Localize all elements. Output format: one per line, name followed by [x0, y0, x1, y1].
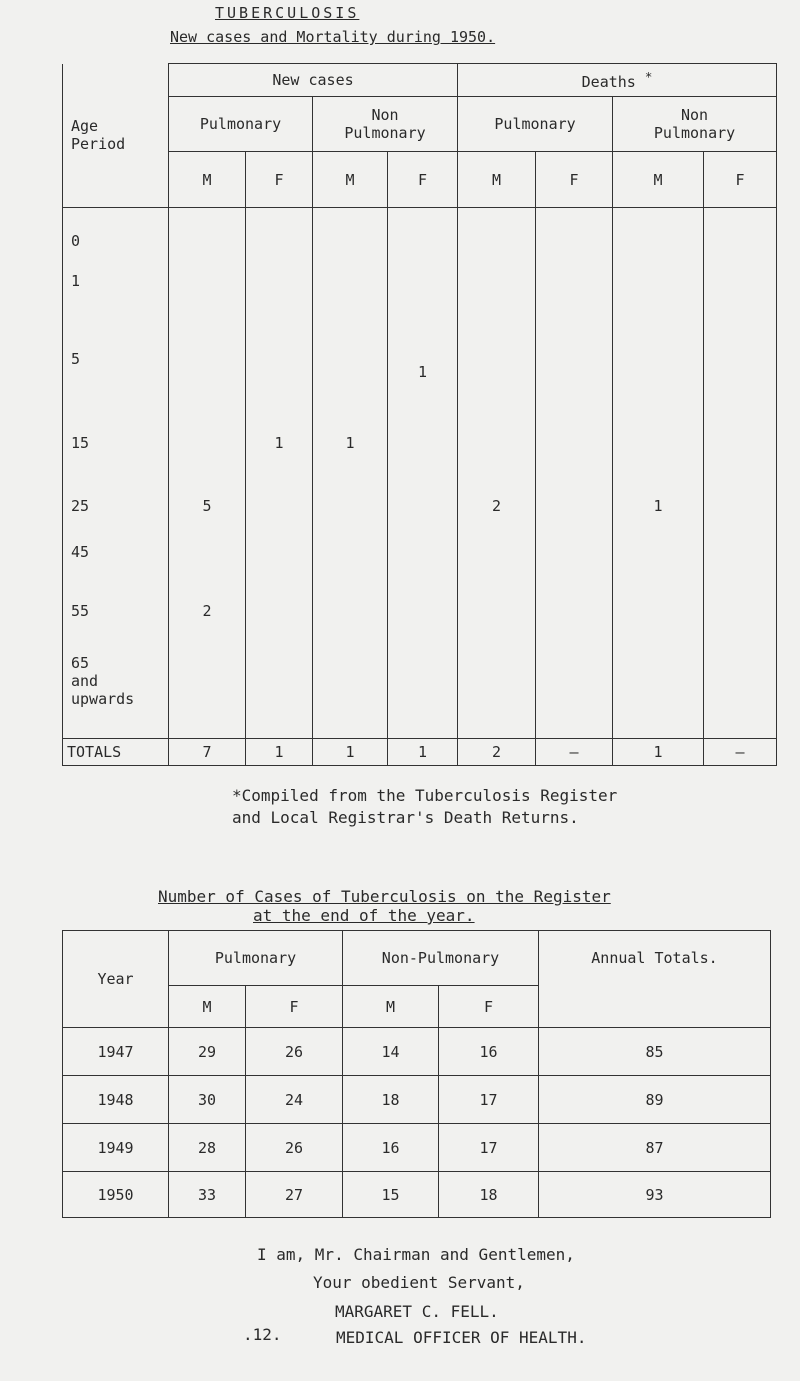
col-f: F [246, 152, 313, 208]
cell-value: 16 [343, 1124, 439, 1172]
age-45: 45 [71, 543, 90, 561]
age-and: and [71, 672, 99, 690]
register-table [62, 930, 771, 1218]
non-label: Non [371, 106, 399, 124]
new-non-pulmonary-header [313, 97, 458, 152]
cell-value: 18 [439, 1172, 539, 1218]
pulmonary-label: Pulmonary [653, 124, 736, 142]
register-table-title: Number of Cases of Tuberculosis on the Register [158, 887, 611, 906]
note-line-1: *Compiled from the Tuberculosis Register [232, 786, 618, 805]
non-pulmonary-header: Non-Pulmonary [343, 931, 539, 986]
total-cell: 1 [613, 739, 704, 766]
total-cell: 89 [539, 1076, 771, 1124]
cell-value: 24 [246, 1076, 343, 1124]
age-65: 65 [71, 654, 90, 672]
deaths-label: Deaths [581, 73, 636, 91]
page-number: .12. [243, 1325, 282, 1344]
signature-title: MEDICAL OFFICER OF HEALTH. [336, 1328, 587, 1347]
age-55: 55 [71, 602, 90, 620]
age-0: 0 [71, 232, 81, 250]
cell-value: 2 [202, 602, 212, 620]
col-f: F [439, 986, 539, 1028]
page-subtitle: New cases and Mortality during 1950. [170, 28, 496, 46]
col-m: M [343, 986, 439, 1028]
period-label: Period [71, 135, 126, 154]
cell-value: 14 [343, 1028, 439, 1076]
year-cell: 1949 [63, 1124, 169, 1172]
cell-value: 5 [202, 497, 212, 515]
deaths-non-pulmonary-header [613, 97, 777, 152]
col-m: M [169, 986, 246, 1028]
age-upwards: upwards [71, 690, 135, 708]
total-cell: 1 [313, 739, 388, 766]
signature-line-1: I am, Mr. Chairman and Gentlemen, [257, 1245, 575, 1264]
col-f: F [246, 986, 343, 1028]
new-non-pulmonary-m-column [313, 208, 388, 739]
register-table-subtitle: at the end of the year. [253, 906, 475, 925]
year-cell: 1950 [63, 1172, 169, 1218]
year-cell: 1947 [63, 1028, 169, 1076]
cell-value: 1 [418, 363, 428, 381]
cell-value: 27 [246, 1172, 343, 1218]
col-m: M [613, 152, 704, 208]
cell-value: 1 [345, 434, 355, 452]
age-period-header [63, 64, 169, 208]
signature-line-2: Your obedient Servant, [313, 1273, 525, 1292]
col-m: M [169, 152, 246, 208]
cell-value: 2 [492, 497, 502, 515]
col-f: F [388, 152, 458, 208]
col-f: F [536, 152, 613, 208]
table-row [63, 1124, 771, 1172]
total-cell: 1 [246, 739, 313, 766]
year-header: Year [63, 931, 169, 1028]
cell-value: 29 [169, 1028, 246, 1076]
total-cell: 7 [169, 739, 246, 766]
deaths-pulmonary-header: Pulmonary [458, 97, 613, 152]
pulmonary-label: Pulmonary [344, 124, 426, 142]
new-cases-mortality-table [62, 63, 777, 766]
deaths-pulmonary-m-column [458, 208, 536, 739]
cell-value: 1 [653, 497, 663, 515]
age-1: 1 [71, 272, 81, 290]
deaths-non-pulmonary-f-column [704, 208, 777, 739]
col-m: M [458, 152, 536, 208]
pulmonary-header: Pulmonary [169, 931, 343, 986]
cell-value: 30 [169, 1076, 246, 1124]
new-non-pulmonary-f-column [388, 208, 458, 739]
age-5: 5 [71, 350, 81, 368]
note-line-2: and Local Registrar's Death Returns. [232, 808, 579, 827]
new-pulmonary-f-column [246, 208, 313, 739]
cell-value: 1 [274, 434, 284, 452]
new-pulmonary-header: Pulmonary [169, 97, 313, 152]
signature-name: MARGARET C. FELL. [335, 1302, 499, 1321]
table-row [63, 1172, 771, 1218]
cell-value: 17 [439, 1076, 539, 1124]
cell-value: 33 [169, 1172, 246, 1218]
total-cell: – [536, 739, 613, 766]
compiled-note [232, 785, 617, 829]
total-cell: – [704, 739, 777, 766]
age-label: Age [71, 117, 99, 136]
cell-value: 17 [439, 1124, 539, 1172]
total-cell: 2 [458, 739, 536, 766]
table-row [63, 1028, 771, 1076]
total-cell: 1 [388, 739, 458, 766]
col-f: F [704, 152, 777, 208]
col-m: M [313, 152, 388, 208]
deaths-non-pulmonary-m-column [613, 208, 704, 739]
deaths-header [458, 64, 777, 97]
page-title: TUBERCULOSIS [215, 4, 360, 22]
age-25: 25 [71, 497, 90, 515]
cell-value: 26 [246, 1124, 343, 1172]
age-15: 15 [71, 434, 90, 452]
cell-value: 28 [169, 1124, 246, 1172]
non-label: Non [680, 106, 709, 124]
table-row [63, 1076, 771, 1124]
total-cell: 85 [539, 1028, 771, 1076]
cell-value: 26 [246, 1028, 343, 1076]
total-cell: 87 [539, 1124, 771, 1172]
cell-value: 18 [343, 1076, 439, 1124]
cell-value: 16 [439, 1028, 539, 1076]
deaths-asterisk: * [644, 69, 653, 84]
totals-label: TOTALS [63, 739, 169, 766]
cell-value: 15 [343, 1172, 439, 1218]
age-column [63, 208, 169, 739]
new-pulmonary-m-column [169, 208, 246, 739]
deaths-pulmonary-f-column [536, 208, 613, 739]
total-cell: 93 [539, 1172, 771, 1218]
new-cases-header: New cases [169, 64, 458, 97]
year-cell: 1948 [63, 1076, 169, 1124]
annual-totals-header: Annual Totals. [539, 931, 771, 1028]
